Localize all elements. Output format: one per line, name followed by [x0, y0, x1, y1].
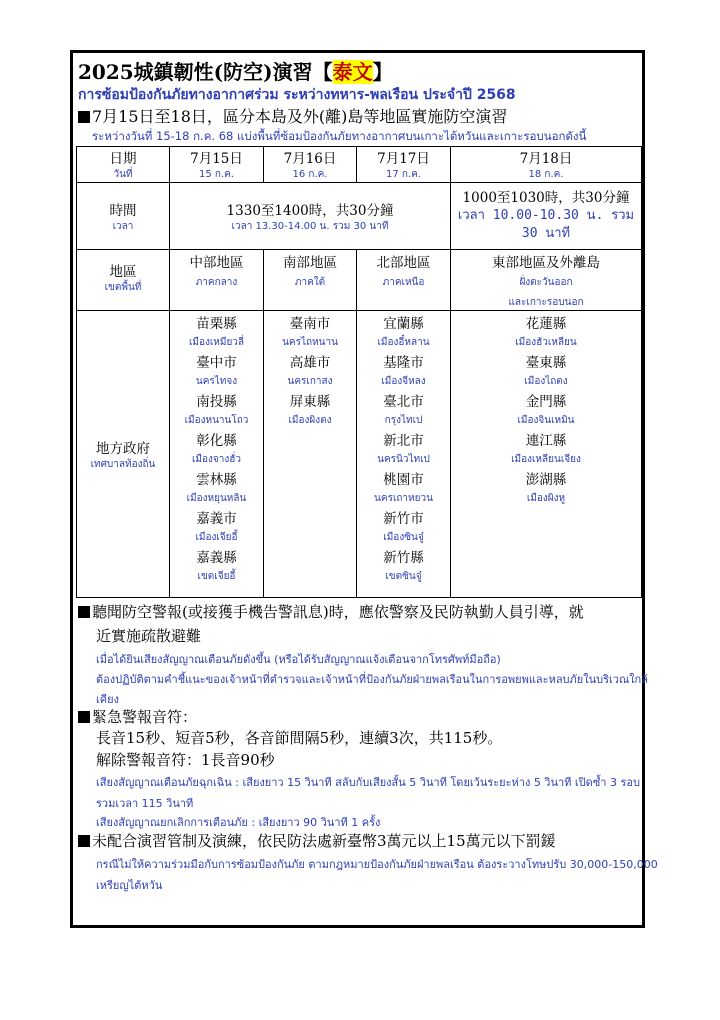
- county-name-th: เขตซินจู๋: [385, 571, 422, 582]
- date-header: 日期 วันที่: [109, 151, 137, 180]
- county-name-zh: 雲林縣: [196, 472, 237, 488]
- county-name-zh: 苗栗縣: [196, 316, 237, 332]
- county-entry: [170, 549, 263, 584]
- county-entry: [170, 432, 263, 467]
- county-name-zh: 臺中市: [196, 355, 237, 371]
- date-cell: 7月15日 15 ก.ค.: [190, 151, 243, 180]
- bullet-square-icon: [78, 711, 90, 723]
- county-name-zh: 臺南市: [289, 316, 331, 332]
- county-column-east: [451, 311, 641, 506]
- county-entry: [264, 354, 356, 389]
- document-title: 2025城鎮韌性(防空)演習【泰文】: [78, 60, 393, 84]
- county-entry: [357, 549, 450, 584]
- date-line: 7月15日至18日，區分本島及外(離)島等地區實施防空演習: [78, 104, 507, 127]
- penalty-th: เหรียญไต้หวัน: [96, 879, 163, 892]
- county-entry: [170, 354, 263, 389]
- time-main-cell: 1330至1400時，共30分鐘 เวลา 13.30-14.00 น. รวม 30 นาที: [226, 203, 394, 232]
- county-name-th: เมืองเหลียนเจียง: [511, 454, 581, 465]
- warning-th: ต้องปฏิบัติตามคำชี้แนะของเจ้าหน้าที่ตำรวจและเจ้าหน้าที่ป้องกันภัยฝ่ายพลเรือนในการอพยพและหลบภัยในบริเวณใกล้: [96, 673, 648, 686]
- time-header: 時間 เวลา: [109, 203, 137, 232]
- county-name-th: เมืองหยุนหลิน: [186, 493, 247, 504]
- penalty-zh: 未配合演習管制及演練，依民防法處新臺幣3萬元以上15萬元以下罰鍰: [78, 830, 556, 851]
- warning-th: เมื่อได้ยินเสียงสัญญาณเตือนภัยดังขึ้น (หรือได้รับสัญญาณแจ้งเตือนจากโทรศัพท์มือถือ): [96, 653, 501, 666]
- county-name-th: เมืองหนานโถว: [184, 415, 249, 426]
- county-column-south: [264, 311, 356, 428]
- county-entry: [451, 471, 641, 506]
- county-entry: [451, 315, 641, 350]
- region-north: 北部地區 ภาคเหนือ: [376, 255, 431, 288]
- county-entry: [357, 432, 450, 467]
- county-name-th: เมืองจีหลง: [381, 376, 426, 387]
- county-entry: [357, 510, 450, 545]
- county-name-zh: 屏東縣: [289, 394, 331, 410]
- date-cell: 7月17日 17 ก.ค.: [377, 151, 430, 180]
- county-name-th: เมืองไถตง: [524, 376, 568, 387]
- penalty-th: กรณีไม่ให้ความร่วมมือกับการซ้อมป้องกันภัย ตามกฎหมายป้องกันภัยฝ่ายพลเรือน ต้องระวางโทษปรับ 30,000-150,000: [96, 858, 658, 871]
- title-highlight: 泰文: [332, 60, 373, 84]
- county-entry: [264, 393, 356, 428]
- county-name-zh: 金門縣: [525, 394, 567, 410]
- gov-header: 地方政府 เทศบาลท้องถิ่น: [90, 441, 156, 470]
- siren-header: 緊急警報音符：: [78, 706, 197, 727]
- county-name-zh: 宜蘭縣: [383, 316, 424, 332]
- county-column-central: [170, 311, 263, 584]
- county-name-zh: 新竹縣: [383, 550, 424, 566]
- region-central: 中部地區 ภาคกลาง: [189, 255, 244, 288]
- county-entry: [170, 510, 263, 545]
- county-name-zh: 新北市: [383, 433, 424, 449]
- county-name-zh: 桃園市: [383, 472, 424, 488]
- county-name-th: เมืองผิงตง: [288, 415, 332, 426]
- siren-th: รวมเวลา 115 วินาที: [96, 797, 194, 810]
- county-name-th: เมืองผิงหู: [526, 493, 566, 504]
- county-name-zh: 花蓮縣: [525, 316, 567, 332]
- county-entry: [264, 315, 356, 350]
- county-name-th: นครนิวไทเป: [377, 454, 430, 465]
- thai-date-line: ระหว่างวันที่ 15-18 ก.ค. 68 แบ่งพื้นที่ซ้อมป้องกันภัยทางอากาศบนเกาะไต้หวันและเกาะรอบนอกดังนี้: [92, 129, 587, 143]
- bullet-square-icon: [78, 835, 90, 847]
- county-name-zh: 嘉義市: [196, 511, 237, 527]
- county-entry: [357, 354, 450, 389]
- region-header: 地區 เขตพื้นที่: [104, 264, 142, 293]
- county-entry: [451, 393, 641, 428]
- county-name-th: เมืองจางฮั่ว: [192, 454, 241, 465]
- thai-title: การซ้อมป้องกันภัยทางอากาศร่วม ระหว่างทหาร-พลเรือน ประจำปี 2568: [78, 87, 516, 103]
- clear-zh: 解除警報音符：1長音90秒: [96, 751, 275, 769]
- date-cell: 7月18日 18 ก.ค.: [519, 151, 573, 180]
- county-name-th: เมืองเจียอี้: [195, 532, 238, 543]
- county-name-th: เมืองเหมียวลี่: [188, 337, 245, 348]
- county-name-zh: 臺東縣: [525, 355, 567, 371]
- county-name-th: เมืองซินจู๋: [383, 532, 424, 543]
- county-name-th: กรุงไทเป: [384, 415, 423, 426]
- county-name-zh: 澎湖縣: [525, 472, 567, 488]
- county-entry: [170, 471, 263, 506]
- county-column-north: [357, 311, 450, 584]
- county-entry: [170, 393, 263, 428]
- county-name-zh: 高雄市: [289, 355, 331, 371]
- county-name-zh: 嘉義縣: [196, 550, 237, 566]
- date-cell: 7月16日 16 ก.ค.: [283, 151, 337, 180]
- county-entry: [357, 315, 450, 350]
- county-name-zh: 連江縣: [525, 433, 567, 449]
- county-name-th: นครเถาหยวน: [374, 493, 433, 504]
- schedule-table: [76, 146, 642, 598]
- county-name-zh: 彰化縣: [196, 433, 237, 449]
- county-name-th: นครเกาสง: [287, 376, 333, 387]
- warning-zh-cont: 近實施疏散避難: [96, 627, 202, 645]
- county-name-th: เมืองอี๋หลาน: [377, 337, 430, 348]
- county-name-zh: 南投縣: [196, 394, 237, 410]
- county-entry: [357, 393, 450, 428]
- warning-zh: 聽聞防空警報(或接獲手機告警訊息)時，應依警察及民防執勤人員引導，就: [78, 601, 584, 622]
- bullet-square-icon: [78, 606, 90, 618]
- county-name-zh: 新竹市: [383, 511, 424, 527]
- county-entry: [170, 315, 263, 350]
- siren-th: เสียงสัญญาณเตือนภัยฉุกเฉิน : เสียงยาว 15 วินาที สลับกับเสียงสั้น 5 วินาที โดยเว้นระยะห่าง 5 วินาที เปิดซ้ำ 3 รอบ: [96, 776, 640, 789]
- county-name-th: เมืองฮัวเหลียน: [515, 337, 577, 348]
- region-south: 南部地區 ภาคใต้: [283, 255, 337, 288]
- county-entry: [451, 432, 641, 467]
- clear-th: เสียงสัญญาณยกเลิกการเตือนภัย : เสียงยาว 90 วินาที 1 ครั้ง: [96, 816, 381, 829]
- siren-zh: 長音15秒、短音5秒，各音節間隔5秒，連續3次，共115秒。: [96, 729, 503, 747]
- region-east: 東部地區及外離島 ฝั่งตะวันออก และเกาะรอบนอก: [492, 255, 600, 308]
- county-name-zh: 基隆市: [383, 355, 424, 371]
- county-name-th: นครไทจง: [195, 376, 238, 387]
- county-name-th: นครไถหนาน: [282, 337, 338, 348]
- time-last-cell: 1000至1030時，共30分鐘 เวลา 10.00-10.30 น. รวม 30 นาที: [457, 190, 635, 241]
- bullet-square-icon: [78, 111, 90, 123]
- county-name-th: เมืองจินเหมิน: [517, 415, 575, 426]
- county-name-th: เขตเจียอี้: [197, 571, 236, 582]
- county-entry: [451, 354, 641, 389]
- county-name-zh: 臺北市: [383, 394, 424, 410]
- warning-th: เคียง: [96, 693, 119, 706]
- county-entry: [357, 471, 450, 506]
